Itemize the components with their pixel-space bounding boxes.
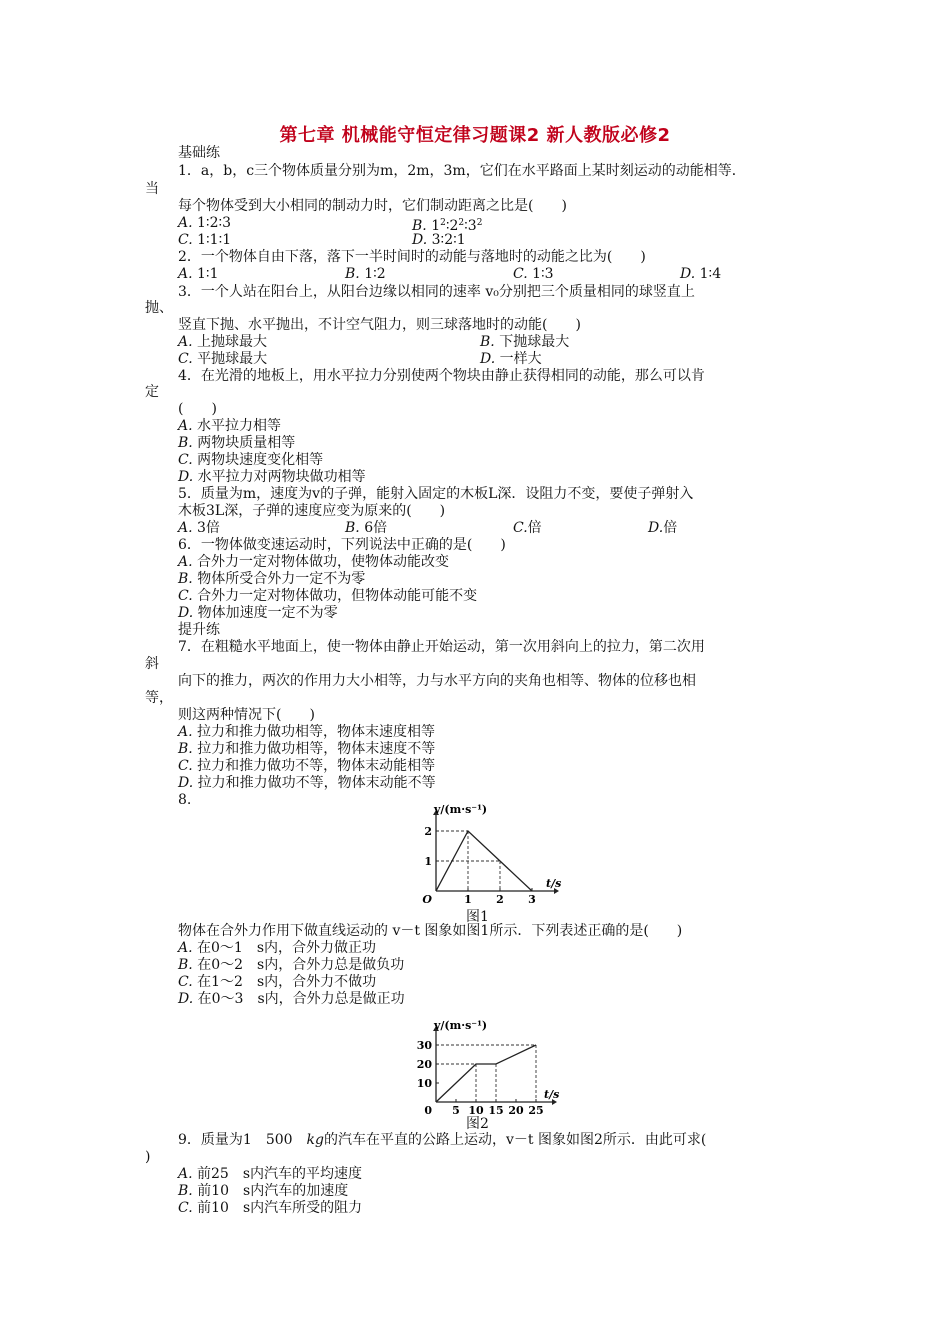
- x-tick-label: 15: [488, 1104, 504, 1116]
- option-letter: A.: [178, 215, 193, 231]
- q3-stem-line1: 3．一个人站在阳台上，从阳台边缘以相同的速率 v₀分别把三个质量相同的球竖直上: [178, 284, 695, 300]
- q4-wrap: 定: [145, 384, 159, 400]
- q4-stem-line1: 4．在光滑的地板上，用水平拉力分别使两个物块由静止获得相同的动能，那么可以肯: [178, 368, 705, 384]
- option-letter: B.: [412, 218, 427, 234]
- option-letter: D.: [178, 469, 194, 485]
- exponent: 2: [476, 218, 483, 228]
- option-text: 一样大: [499, 351, 542, 367]
- q5-option-b: [345, 520, 387, 537]
- q1-option-d: [412, 232, 466, 249]
- x-tick-label: 10: [468, 1104, 484, 1116]
- option-text-mid: ∶3: [464, 218, 477, 234]
- option-letter: D.: [412, 232, 428, 248]
- q4-option-b: [178, 435, 295, 452]
- q2-option-c: [513, 266, 554, 283]
- option-letter: C.: [178, 588, 193, 604]
- q8-option-d: [178, 991, 405, 1008]
- chart-figure-1: [408, 797, 578, 909]
- y-tick-label: 10: [416, 1077, 432, 1090]
- q1-stem-line1: 1．a，b，c三个物体质量分别为m，2m，3m，它们在水平路面上某时刻运动的动能相等．: [178, 163, 746, 179]
- option-text: 3∶2∶1: [431, 232, 466, 248]
- series-line: [436, 1045, 536, 1102]
- option-letter: A.: [178, 940, 193, 956]
- option-letter: D.: [178, 605, 194, 621]
- option-letter: D.: [480, 351, 496, 367]
- q3-wrap: 抛、: [145, 300, 173, 316]
- section-basic-heading: 基础练: [178, 145, 220, 161]
- exponent: 2: [440, 218, 446, 228]
- option-letter: B.: [345, 266, 360, 282]
- option-letter: B.: [178, 741, 193, 757]
- q5-stem-line2: 木板3L深，子弹的速度应变为原来的( ): [178, 503, 446, 519]
- q1-wrap: 当: [145, 181, 159, 197]
- y-tick-label: 1: [424, 855, 432, 868]
- q4-stem-line2: ( ): [178, 401, 217, 417]
- q6-option-c: [178, 588, 477, 605]
- q2-stem: 2．一个物体自由下落，落下一半时间时的动能与落地时的动能之比为( ): [178, 249, 646, 265]
- option-letter: A.: [178, 520, 193, 536]
- origin-label: 0: [424, 1104, 432, 1116]
- option-text: 在0～3 s内，合外力总是做正功: [197, 991, 405, 1007]
- option-text-mid: ∶2: [445, 218, 459, 234]
- y-tick-label: 20: [416, 1058, 432, 1071]
- option-letter: A.: [178, 1166, 193, 1182]
- option-letter: A.: [178, 724, 193, 740]
- option-text: 两物块速度变化相等: [197, 452, 324, 468]
- option-text: 上抛球最大: [197, 334, 268, 350]
- q3-option-b: [480, 334, 569, 351]
- q4-option-d: [178, 469, 366, 486]
- y-axis-label: v/(m·s⁻¹): [434, 803, 488, 816]
- option-letter: B.: [178, 435, 193, 451]
- option-text: 1∶4: [699, 266, 722, 282]
- y-tick-label: 30: [416, 1039, 432, 1052]
- option-letter: D.: [178, 991, 194, 1007]
- option-letter: B.: [345, 520, 360, 536]
- q7-option-c: [178, 758, 435, 775]
- option-text: 拉力和推力做功不等，物体末动能相等: [197, 758, 436, 774]
- option-letter: B.: [480, 334, 495, 350]
- option-letter: C.: [513, 266, 528, 282]
- section-advanced-heading: 提升练: [178, 622, 220, 638]
- option-text: 前10 s内汽车的加速度: [197, 1183, 349, 1199]
- q9-stem: [178, 1132, 706, 1149]
- option-letter: A.: [178, 334, 193, 350]
- q5-stem-line1: 5．质量为m，速度为v的子弹，能射入固定的木板L深．设阻力不变，要使子弹射入: [178, 486, 694, 502]
- q8-number: 8.: [178, 792, 192, 808]
- x-tick-label: 3: [528, 893, 536, 906]
- q7-option-d: [178, 775, 436, 792]
- option-text: 倍: [663, 520, 678, 536]
- option-letter: D.: [648, 520, 664, 536]
- option-text: 合外力一定对物体做功，使物体动能改变: [197, 554, 450, 570]
- option-text: 下抛球最大: [499, 334, 570, 350]
- x-tick-label: 1: [464, 893, 472, 906]
- q1-stem-line2: 每个物体受到大小相同的制动力时，它们制动距离之比是( ): [178, 198, 567, 214]
- q7-wrap2: 等，: [145, 690, 173, 706]
- q9-stem-part1: 9．质量为1 500: [178, 1132, 307, 1148]
- q9-unit: kg: [306, 1132, 324, 1148]
- option-text: 拉力和推力做功相等，物体末速度相等: [197, 724, 436, 740]
- option-letter: B.: [178, 571, 193, 587]
- option-letter: C.: [178, 974, 193, 990]
- option-text: 1∶1: [197, 266, 219, 282]
- q2-option-d: [680, 266, 721, 283]
- option-text: 水平拉力对两物块做功相等: [197, 469, 366, 485]
- q5-option-a: [178, 520, 220, 537]
- x-tick-label: 2: [496, 893, 504, 906]
- q8-stem: 物体在合外力作用下做直线运动的 v－t 图象如图1所示．下列表述正确的是( ): [178, 923, 683, 939]
- x-tick-label: 20: [508, 1104, 524, 1116]
- origin-label: O: [422, 893, 432, 906]
- q4-option-c: [178, 452, 323, 469]
- q5-option-c: [513, 520, 542, 537]
- option-letter: C.: [178, 758, 193, 774]
- q6-stem: 6．一物体做变速运动时，下列说法中正确的是( ): [178, 537, 506, 553]
- q9-wrap: ): [145, 1149, 151, 1165]
- x-tick-label: 5: [452, 1104, 460, 1116]
- q3-option-a: [178, 334, 267, 351]
- option-text: 水平拉力相等: [197, 418, 282, 434]
- q7-stem-line3: 则这两种情况下( ): [178, 707, 315, 723]
- q7-option-b: [178, 741, 435, 758]
- option-text: 拉力和推力做功相等，物体末速度不等: [197, 741, 436, 757]
- option-text: 1∶2∶3: [197, 215, 232, 231]
- q3-option-c: [178, 351, 267, 368]
- q2-option-a: [178, 266, 218, 283]
- option-text: 前10 s内汽车所受的阻力: [197, 1200, 363, 1216]
- option-text: 物体所受合外力一定不为零: [197, 571, 366, 587]
- q9-option-a: [178, 1166, 362, 1183]
- q9-stem-part2: 的汽车在平直的公路上运动，v－t 图象如图2所示．由此可求(: [324, 1132, 707, 1148]
- q7-wrap1: 斜: [145, 656, 159, 672]
- page-title: 第七章 机械能守恒定律习题课2 新人教版必修2: [279, 125, 671, 146]
- q6-option-b: [178, 571, 365, 588]
- option-text: 物体加速度一定不为零: [197, 605, 338, 621]
- option-text: 两物块质量相等: [197, 435, 296, 451]
- figure-1-caption: 图1: [466, 909, 489, 925]
- q8-option-b: [178, 957, 404, 974]
- q9-option-c: [178, 1200, 362, 1217]
- exponent: 2: [458, 218, 465, 228]
- option-text: 倍: [527, 520, 542, 536]
- option-text: 3倍: [197, 520, 220, 536]
- chart-figure-2: [408, 1016, 568, 1116]
- option-text-base: 1: [431, 218, 441, 234]
- option-letter: C.: [513, 520, 528, 536]
- option-letter: A.: [178, 418, 193, 434]
- q7-stem-line1: 7．在粗糙水平地面上，使一物体由静止开始运动，第一次用斜向上的拉力，第二次用: [178, 639, 705, 655]
- option-letter: D.: [680, 266, 696, 282]
- q1-option-a: [178, 215, 231, 232]
- q9-option-b: [178, 1183, 348, 1200]
- option-letter: C.: [178, 452, 193, 468]
- q8-option-c: [178, 974, 376, 991]
- option-letter: C.: [178, 232, 193, 248]
- x-axis-label: t/s: [544, 1088, 560, 1101]
- q5-option-d: [648, 520, 677, 537]
- option-letter: B.: [178, 1183, 193, 1199]
- y-axis-label: v/(m·s⁻¹): [434, 1019, 488, 1032]
- option-text: 在0～2 s内，合外力总是做负功: [197, 957, 405, 973]
- option-text: 平抛球最大: [197, 351, 268, 367]
- option-text: 1∶2: [364, 266, 386, 282]
- q2-option-b: [345, 266, 386, 283]
- figure-2-caption: 图2: [466, 1116, 489, 1132]
- q3-stem-line2: 竖直下抛、水平抛出，不计空气阻力，则三球落地时的动能( ): [178, 317, 581, 333]
- q7-option-a: [178, 724, 435, 741]
- option-letter: C.: [178, 1200, 193, 1216]
- option-text: 1∶3: [532, 266, 554, 282]
- x-tick-label: 25: [528, 1104, 544, 1116]
- option-text: 1∶1∶1: [197, 232, 232, 248]
- option-text: 合外力一定对物体做功，但物体动能可能不变: [197, 588, 478, 604]
- q7-stem-line2: 向下的推力，两次的作用力大小相等，力与水平方向的夹角也相等、物体的位移也相: [178, 673, 696, 689]
- option-text: 在1～2 s内，合外力不做功: [197, 974, 377, 990]
- option-text: 6倍: [364, 520, 388, 536]
- option-text: 前25 s内汽车的平均速度: [197, 1166, 363, 1182]
- q1-option-c: [178, 232, 231, 249]
- option-letter: A.: [178, 554, 193, 570]
- option-text: 拉力和推力做功不等，物体末动能不等: [197, 775, 436, 791]
- y-tick-label: 2: [424, 825, 432, 838]
- q3-option-d: [480, 351, 542, 368]
- option-text: 在0～1 s内，合外力做正功: [197, 940, 377, 956]
- x-axis-label: t/s: [546, 877, 562, 890]
- option-letter: D.: [178, 775, 194, 791]
- q6-option-d: [178, 605, 338, 622]
- q6-option-a: [178, 554, 449, 571]
- option-letter: A.: [178, 266, 193, 282]
- q4-option-a: [178, 418, 281, 435]
- q8-option-a: [178, 940, 376, 957]
- option-letter: B.: [178, 957, 193, 973]
- option-letter: C.: [178, 351, 193, 367]
